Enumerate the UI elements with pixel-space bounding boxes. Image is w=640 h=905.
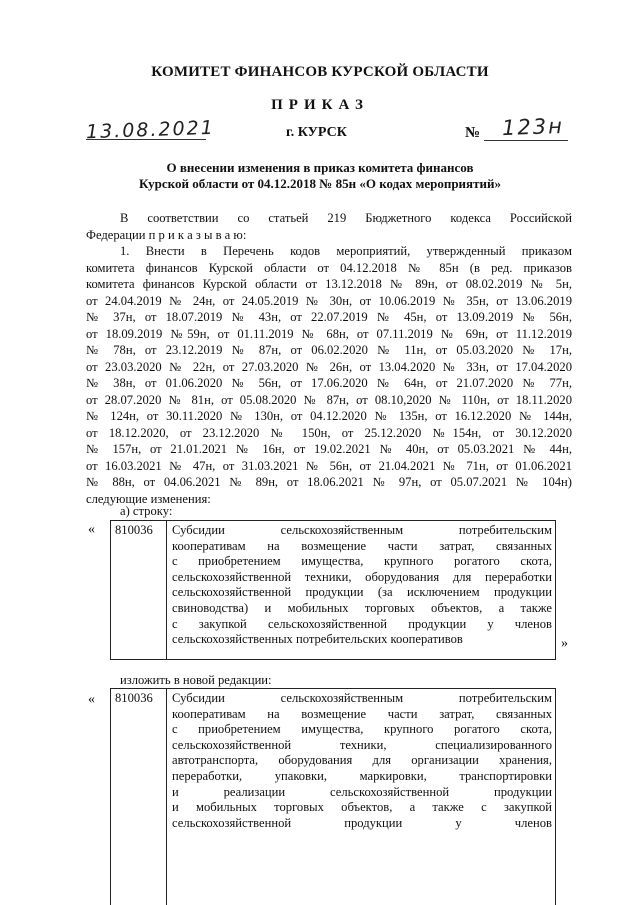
close-quote-mark: »	[561, 636, 568, 651]
description-line: переработки, упаковки, маркировки, транспортировки	[172, 768, 552, 783]
description-line: Субсидии сельскохозяйственным потребительским	[172, 523, 552, 537]
description-line: сельскохозяйственной техники, оборудования для переработки	[172, 569, 552, 584]
old-row-table	[110, 520, 556, 660]
body-line: от 23.03.2020 № 22н, от 27.03.2020 № 26н, от 13.04.2020 № 33н, от 17.04.2020	[86, 359, 572, 374]
body-line: № 157н, от 21.01.2021 № 16н, от 19.02.2021 № 40н, от 05.03.2021 № 44н,	[86, 442, 572, 456]
title-line: О внесении изменения в приказ комитета финансов	[166, 160, 474, 175]
description-line: кооперативам на возмещение части затрат, связанных	[172, 538, 552, 553]
description-line: и реализации сельскохозяйственной продукции	[172, 784, 552, 799]
body-line: комитета финансов Курской области от 13.12.2018 № 89н, от 08.02.2019 № 5н,	[86, 277, 572, 291]
number-sign: №	[465, 125, 481, 141]
new-row-table	[110, 688, 556, 905]
title-line: Курской области от 04.12.2018 № 85н «О кодах мероприятий»	[139, 176, 501, 191]
body-line: от 28.07.2020 № 81н, от 05.08.2020 № 87н, от 08.10,2020 № 110н, от 18.11.2020	[86, 392, 572, 407]
body-line: от 16.03.2021 № 47н, от 31.03.2021 № 56н, от 21.04.2021 № 71н, от 01.06.2021	[86, 458, 572, 473]
description-line: с закупкой сельскохозяйственной продукции у членов	[172, 616, 552, 631]
city-label: г. КУРСК	[286, 125, 347, 140]
description-line: сельскохозяйственной продукции у членов	[172, 815, 552, 830]
body-line: от 18.09.2019 №59н, от 01.11.2019 № 68н, от 07.11.2019 № 69н, от 11.12.2019	[86, 326, 572, 341]
body-line: 1. Внести в Перечень кодов мероприятий, утвержденный приказом	[120, 244, 572, 258]
body-line: от 24.04.2019 № 24н, от 24.05.2019 № 30н, от 10.06.2019 № 35н, от 13.06.2019	[86, 293, 572, 308]
open-quote-mark: «	[88, 692, 95, 707]
description-line: сельскохозяйственных потребительских кооперативов	[172, 632, 463, 647]
open-quote-mark: «	[88, 522, 95, 537]
measure-description	[167, 689, 555, 905]
section-b-label: изложить в новой редакции:	[120, 673, 272, 687]
body-line: от 18.12.2020, от 23.12.2020 № 150н, от 25.12.2020 №154н, от 30.12.2020	[86, 425, 572, 440]
document-type: ПРИКАЗ	[271, 97, 369, 113]
description-line: автотранспорта, оборудования для организации хранения,	[172, 753, 552, 768]
number-underline	[484, 140, 568, 141]
measure-code: 810036	[111, 521, 167, 659]
body-line: № 88н, от 04.06.2021 № 89н, от 18.06.2021 № 97н, от 05.07.2021 № 104н)	[86, 475, 572, 489]
date-underline	[86, 139, 206, 140]
measure-code: 810036	[111, 689, 167, 905]
body-line: комитета финансов Курской области от 04.12.2018 № 85н (в ред. приказов	[86, 260, 572, 275]
section-a-label: а) строку:	[120, 504, 173, 518]
handwritten-date: 13.08.2021	[85, 116, 216, 144]
body-line: № 38н, от 01.06.2020 № 56н, от 17.06.2020 № 64н, от 21.07.2020 № 77н,	[86, 376, 572, 390]
measure-description	[167, 521, 555, 659]
description-line: сельскохозяйственной техники, специализированного	[172, 737, 552, 752]
description-line: с приобретением имущества, крупного рогатого скота,	[172, 554, 552, 569]
body-line: № 78н, от 23.12.2019 № 87н, от 06.02.2020 № 11н, от 05.03.2020 № 17н,	[86, 343, 572, 357]
organization-name: КОМИТЕТ ФИНАНСОВ КУРСКОЙ ОБЛАСТИ	[151, 64, 489, 80]
description-line: сельскохозяйственной продукции (за исключением продукции	[172, 585, 552, 600]
body-line: № 124н, от 30.11.2020 № 130н, от 04.12.2020 № 135н, от 16.12.2020 № 144н,	[86, 409, 572, 423]
description-line: кооперативам на возмещение части затрат, связанных	[172, 706, 552, 721]
body-paragraphs	[86, 210, 572, 507]
body-line: В соответствии со статьей 219 Бюджетного кодекса Российской	[120, 211, 572, 225]
description-line: свиноводства) и мобильных торговых объектов, а также	[172, 600, 552, 615]
handwritten-number: 123н	[501, 113, 565, 141]
document-title	[0, 160, 640, 192]
body-line: следующие изменения:	[86, 491, 211, 506]
description-line: и мобильных торговых объектов, а также с закупкой	[172, 800, 552, 815]
description-line: Субсидии сельскохозяйственным потребительским	[172, 691, 552, 705]
body-line: № 37н, от 18.07.2019 № 43н, от 22.07.2019 № 45н, от 13.09.2019 № 56н,	[86, 310, 572, 324]
description-line: с приобретением имущества, крупного рогатого скота,	[172, 722, 552, 737]
body-line: Федерации п р и к а з ы в а ю:	[86, 227, 247, 242]
